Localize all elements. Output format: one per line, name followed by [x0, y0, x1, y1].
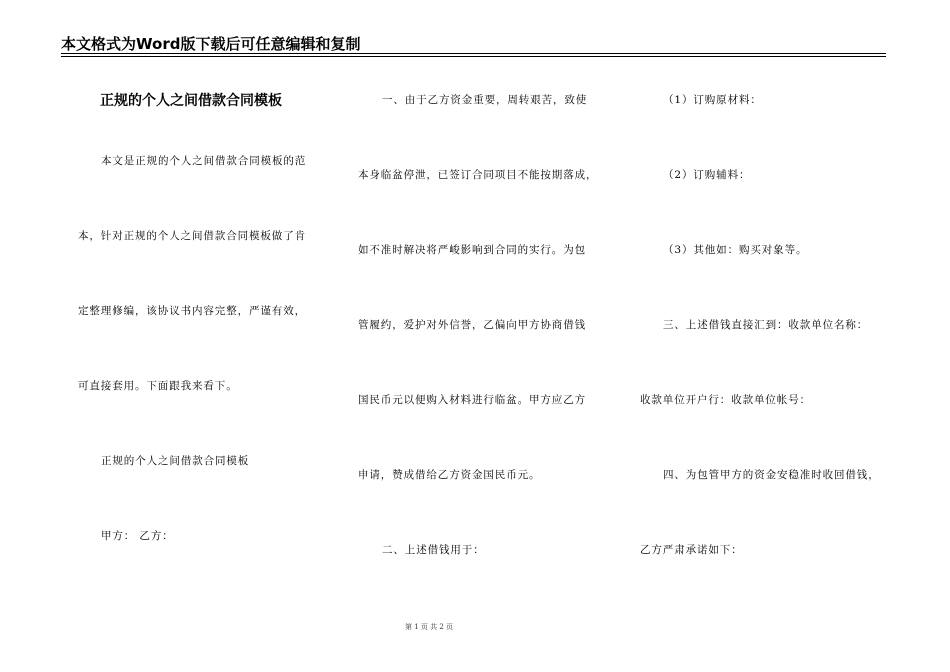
paragraph-line: 申请，赞成借给乙方资金国民币元。: [358, 469, 541, 481]
paragraph-line: （2）订购辅料：: [663, 169, 751, 181]
paragraph-line: （3）其他如：购买对象等。: [663, 244, 808, 256]
paragraph-line: 定整理修编，该协议书内容完整，严谨有效，: [78, 305, 306, 317]
header-title: 本文格式为Word版下载后可任意编辑和复制: [61, 35, 361, 53]
document-title: 正规的个人之间借款合同模板: [100, 93, 282, 109]
paragraph-line: 本，针对正规的个人之间借款合同模板做了肯: [78, 230, 306, 242]
paragraph-line: 如不准时解决将严峻影响到合同的实行。为包: [358, 244, 586, 256]
paragraph-line: 乙方严肃承诺如下：: [640, 544, 743, 556]
paragraph-line: 正规的个人之间借款合同模板: [101, 455, 250, 467]
header-divider-bottom: [61, 56, 886, 57]
paragraph-line: （1）订购原材料：: [663, 94, 762, 106]
header-divider-top: [61, 53, 886, 54]
paragraph-line: 本身临盆停泄，已签订合同项目不能按期落成，: [358, 169, 598, 181]
paragraph-line: 国民币元以便购入材料进行临盆。甲方应乙方: [358, 394, 586, 406]
paragraph-line: 四、为包管甲方的资金安稳准时收回借钱，: [663, 469, 880, 481]
paragraph-line: 三、上述借钱直接汇到：收款单位名称：: [663, 319, 869, 331]
paragraph-line: 甲方： 乙方：: [101, 530, 174, 542]
paragraph-line: 管履约，爱护对外信誉，乙偏向甲方协商借钱: [358, 319, 586, 331]
page-number: 第 1 页 共 2 页: [405, 623, 454, 631]
paragraph-line: 一、由于乙方资金重要，周转艰苦，致使: [382, 94, 588, 106]
paragraph-line: 二、上述借钱用于：: [382, 544, 485, 556]
paragraph-line: 收款单位开户行：收款单位帐号：: [640, 394, 811, 406]
paragraph-line: 可直接套用。下面跟我来看下。: [78, 380, 238, 392]
paragraph-line: 本文是正规的个人之间借款合同模板的范: [101, 155, 307, 167]
